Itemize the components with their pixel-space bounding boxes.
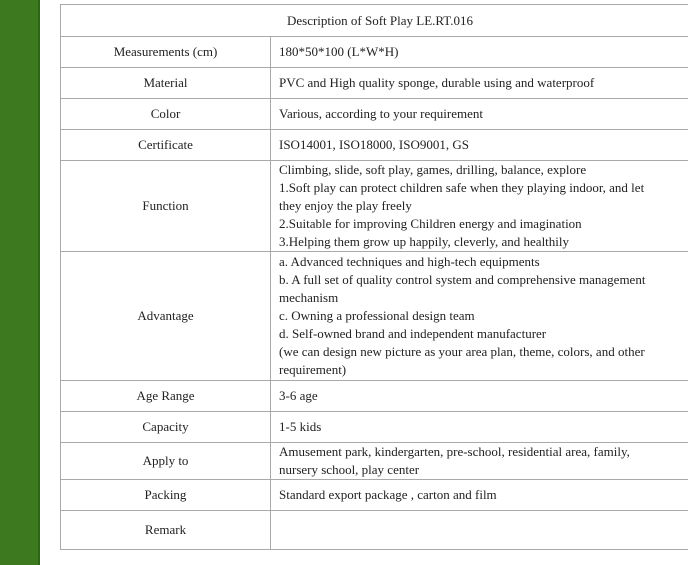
advantage-line: a. Advanced techniques and high-tech equipments [279,254,540,269]
apply-to-line: Amusement park, kindergarten, pre-school, residential area, family, [279,444,630,459]
spec-table [60,4,688,550]
table-row-certificate [61,130,688,161]
row-label: Certificate [61,130,271,161]
advantage-line: b. A full set of quality control system and comprehensive management [279,272,646,287]
row-label: Capacity [61,412,271,443]
table-row-material [61,68,688,99]
function-line: 3.Helping them grow up happily, cleverly, and healthily [279,234,570,249]
advantage-line: (we can design new picture as your area plan, theme, colors, and other [279,344,645,359]
row-value: Various, according to your requirement [271,99,688,130]
table-row-color [61,99,688,130]
row-value: ISO14001, ISO18000, ISO9001, GS [271,130,688,161]
advantage-line: mechanism [279,290,339,305]
advantage-line: d. Self-owned brand and independent manufacturer [279,326,547,341]
function-line: 2.Suitable for improving Children energy and imagination [279,216,582,231]
table-row-packing [61,480,688,511]
row-value: 1-5 kids [271,412,688,443]
row-value [271,252,688,381]
table-row-capacity [61,412,688,443]
row-label: Apply to [61,443,271,480]
function-line: Climbing, slide, soft play, games, drilling, balance, explore [279,162,587,177]
table-row-function [61,161,688,252]
advantage-line: c. Owning a professional design team [279,308,475,323]
row-label: Function [61,161,271,252]
function-line: 1.Soft play can protect children safe when they playing indoor, and let [279,180,645,195]
table-title: Description of Soft Play LE.RT.016 [61,5,688,37]
row-value [271,443,688,480]
apply-to-line: nursery school, play center [279,462,420,477]
table-row-remark [61,511,688,550]
left-green-sidebar [0,0,40,565]
row-value: 3-6 age [271,381,688,412]
row-label: Advantage [61,252,271,381]
row-value [271,161,688,252]
table-row-age-range [61,381,688,412]
row-value [271,511,688,550]
table-row-advantage [61,252,688,381]
row-label: Packing [61,480,271,511]
table-title-row [61,5,688,37]
row-label: Material [61,68,271,99]
table-row-measurements [61,37,688,68]
spec-table-container [60,4,688,550]
row-value: PVC and High quality sponge, durable using and waterproof [271,68,688,99]
row-value: 180*50*100 (L*W*H) [271,37,688,68]
row-label: Color [61,99,271,130]
table-row-apply-to [61,443,688,480]
advantage-line: requirement) [279,362,347,377]
row-label: Measurements (cm) [61,37,271,68]
row-value: Standard export package , carton and film [271,480,688,511]
row-label: Remark [61,511,271,550]
row-label: Age Range [61,381,271,412]
function-line: they enjoy the play freely [279,198,412,213]
